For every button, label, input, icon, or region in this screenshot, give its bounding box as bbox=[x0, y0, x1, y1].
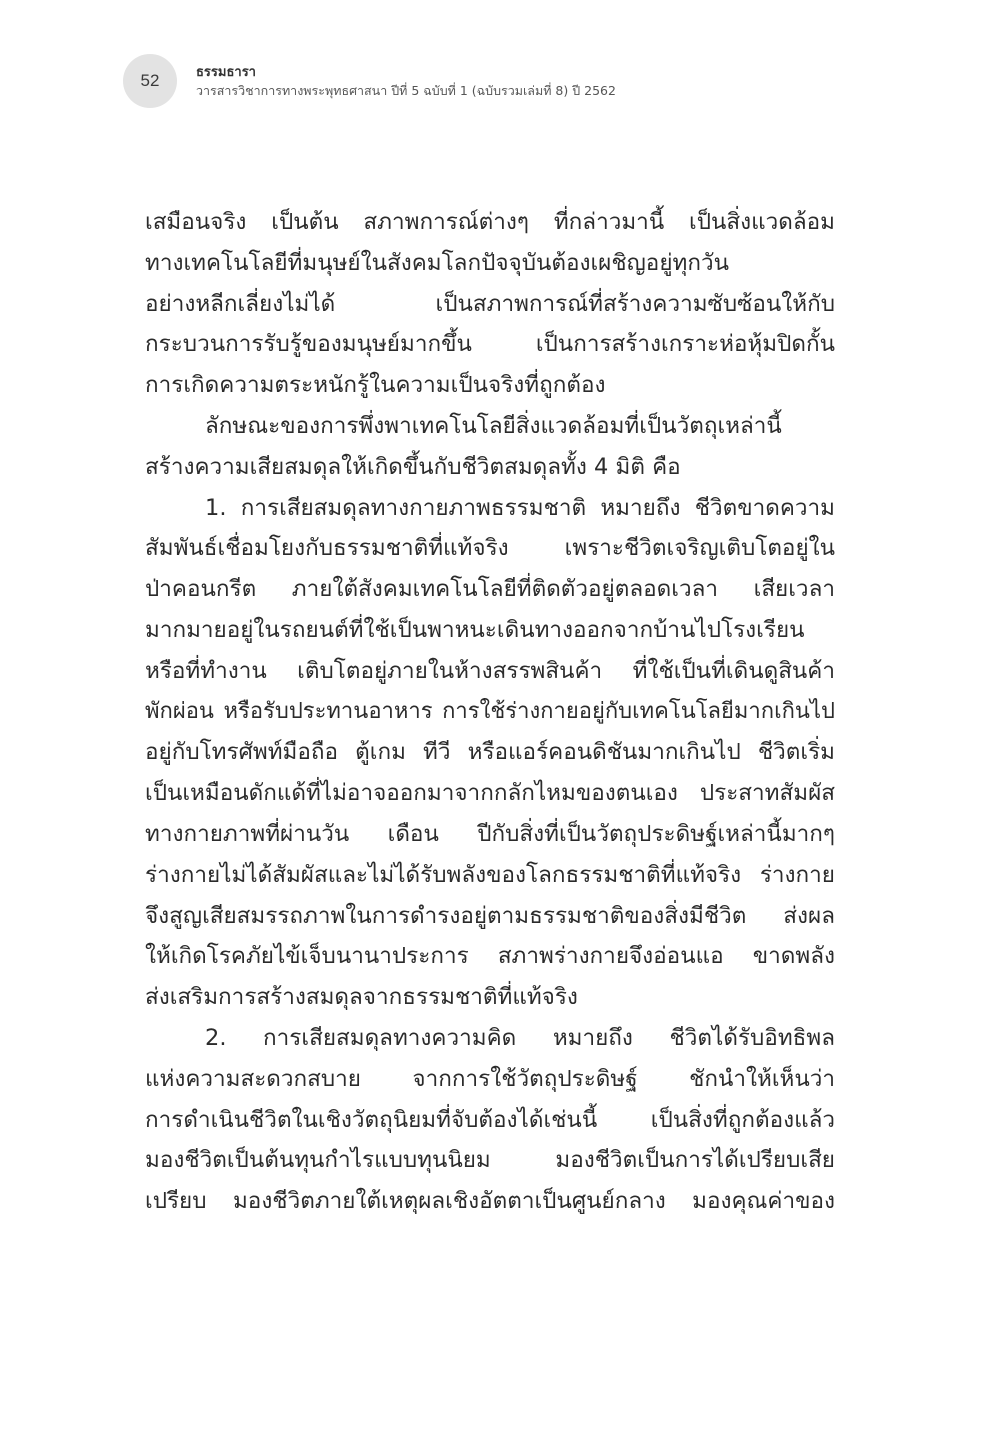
text-line: หรือที่ทำงาน เติบโตอยู่ภายในห้างสรรพสินค้า ที่ใช้เป็นที่เดินดูสินค้า bbox=[145, 657, 835, 684]
text-line: พักผ่อน หรือรับประทานอาหาร การใช้ร่างกายอยู่กับเทคโนโลยีมากเกินไป bbox=[145, 698, 835, 724]
text-line: อย่างหลีกเลี่ยงไม่ได้ เป็นสภาพการณ์ที่สร้างความซับซ้อนให้กับ bbox=[145, 290, 835, 317]
text-line: 2. การเสียสมดุลทางความคิด หมายถึง ชีวิตได้รับอิทธิพล bbox=[205, 1024, 835, 1051]
text-line: กระบวนการรับรู้ของมนุษย์มากขึ้น เป็นการสร้างเกราะห่อหุ้มปิดกั้น bbox=[145, 331, 835, 358]
text-line: การดำเนินชีวิตในเชิงวัตถุนิยมที่จับต้องได้เช่นนี้ เป็นสิ่งที่ถูกต้องแล้ว bbox=[145, 1106, 835, 1133]
text-line: สัมพันธ์เชื่อมโยงกับธรรมชาติที่แท้จริง เพราะชีวิตเจริญเติบโตอยู่ใน bbox=[145, 535, 835, 562]
page-number-badge bbox=[123, 54, 177, 108]
text-line: สร้างความเสียสมดุลให้เกิดขึ้นกับชีวิตสมดุลทั้ง 4 มิติ คือ bbox=[145, 453, 681, 480]
text-line: มองชีวิตเป็นต้นทุนกำไรแบบทุนนิยม มองชีวิตเป็นการได้เปรียบเสีย bbox=[145, 1147, 835, 1174]
text-line: ลักษณะของการพึ่งพาเทคโนโลยีสิ่งแวดล้อมที่เป็นวัตถุเหล่านี้ bbox=[205, 412, 782, 439]
text-line: เสมือนจริง เป็นต้น สภาพการณ์ต่างๆ ที่กล่าวมานี้ เป็นสิ่งแวดล้อม bbox=[145, 209, 835, 235]
text-line: อยู่กับโทรศัพท์มือถือ ตู้เกม ทีวี หรือแอร์คอนดิชันมากเกินไป ชีวิตเริ่ม bbox=[145, 739, 835, 766]
text-line: ป่าคอนกรีต ภายใต้สังคมเทคโนโลยีที่ติดตัวอยู่ตลอดเวลา เสียเวลา bbox=[145, 576, 835, 603]
text-line: การเกิดความตระหนักรู้ในความเป็นจริงที่ถูกต้อง bbox=[145, 372, 606, 399]
text-line: ทางเทคโนโลยีที่มนุษย์ในสังคมโลกปัจจุบันต้องเผชิญอยู่ทุกวัน bbox=[145, 249, 729, 276]
text-line: เป็นเหมือนดักแด้ที่ไม่อาจออกมาจากกลักไหมของตนเอง ประสาทสัมผัส bbox=[145, 780, 835, 807]
journal-name: ธรรมธารา bbox=[196, 65, 256, 80]
text-line: เปรียบ มองชีวิตภายใต้เหตุผลเชิงอัตตาเป็นศูนย์กลาง มองคุณค่าของ bbox=[145, 1188, 835, 1215]
text-line: ให้เกิดโรคภัยไข้เจ็บนานาประการ สภาพร่างกายจึงอ่อนแอ ขาดพลัง bbox=[145, 943, 835, 970]
text-line: ทางกายภาพที่ผ่านวัน เดือน ปีกับสิ่งที่เป็นวัตถุประดิษฐ์เหล่านี้มากๆ bbox=[145, 820, 835, 847]
page-number: 52 bbox=[140, 71, 160, 90]
text-line: มากมายอยู่ในรถยนต์ที่ใช้เป็นพาหนะเดินทางออกจากบ้านไปโรงเรียน bbox=[145, 616, 805, 643]
text-line: ร่างกายไม่ได้สัมผัสและไม่ได้รับพลังของโลกธรรมชาติที่แท้จริง ร่างกาย bbox=[145, 861, 835, 888]
text-line: ส่งเสริมการสร้างสมดุลจากธรรมชาติที่แท้จริง bbox=[145, 984, 578, 1011]
journal-issue: วารสารวิชาการทางพระพุทธศาสนา ปีที่ 5 ฉบับที่ 1 (ฉบับรวมเล่มที่ 8) ปี 2562 bbox=[196, 83, 616, 98]
body-text bbox=[145, 202, 835, 1222]
text-line: จึงสูญเสียสมรรถภาพในการดำรงอยู่ตามธรรมชาติของสิ่งมีชีวิต ส่งผล bbox=[145, 902, 835, 929]
running-header bbox=[196, 64, 616, 100]
text-line: แห่งความสะดวกสบาย จากการใช้วัตถุประดิษฐ์ ชักนำให้เห็นว่า bbox=[145, 1065, 835, 1092]
text-line: 1. การเสียสมดุลทางกายภาพธรรมชาติ หมายถึง ชีวิตขาดความ bbox=[205, 494, 835, 521]
